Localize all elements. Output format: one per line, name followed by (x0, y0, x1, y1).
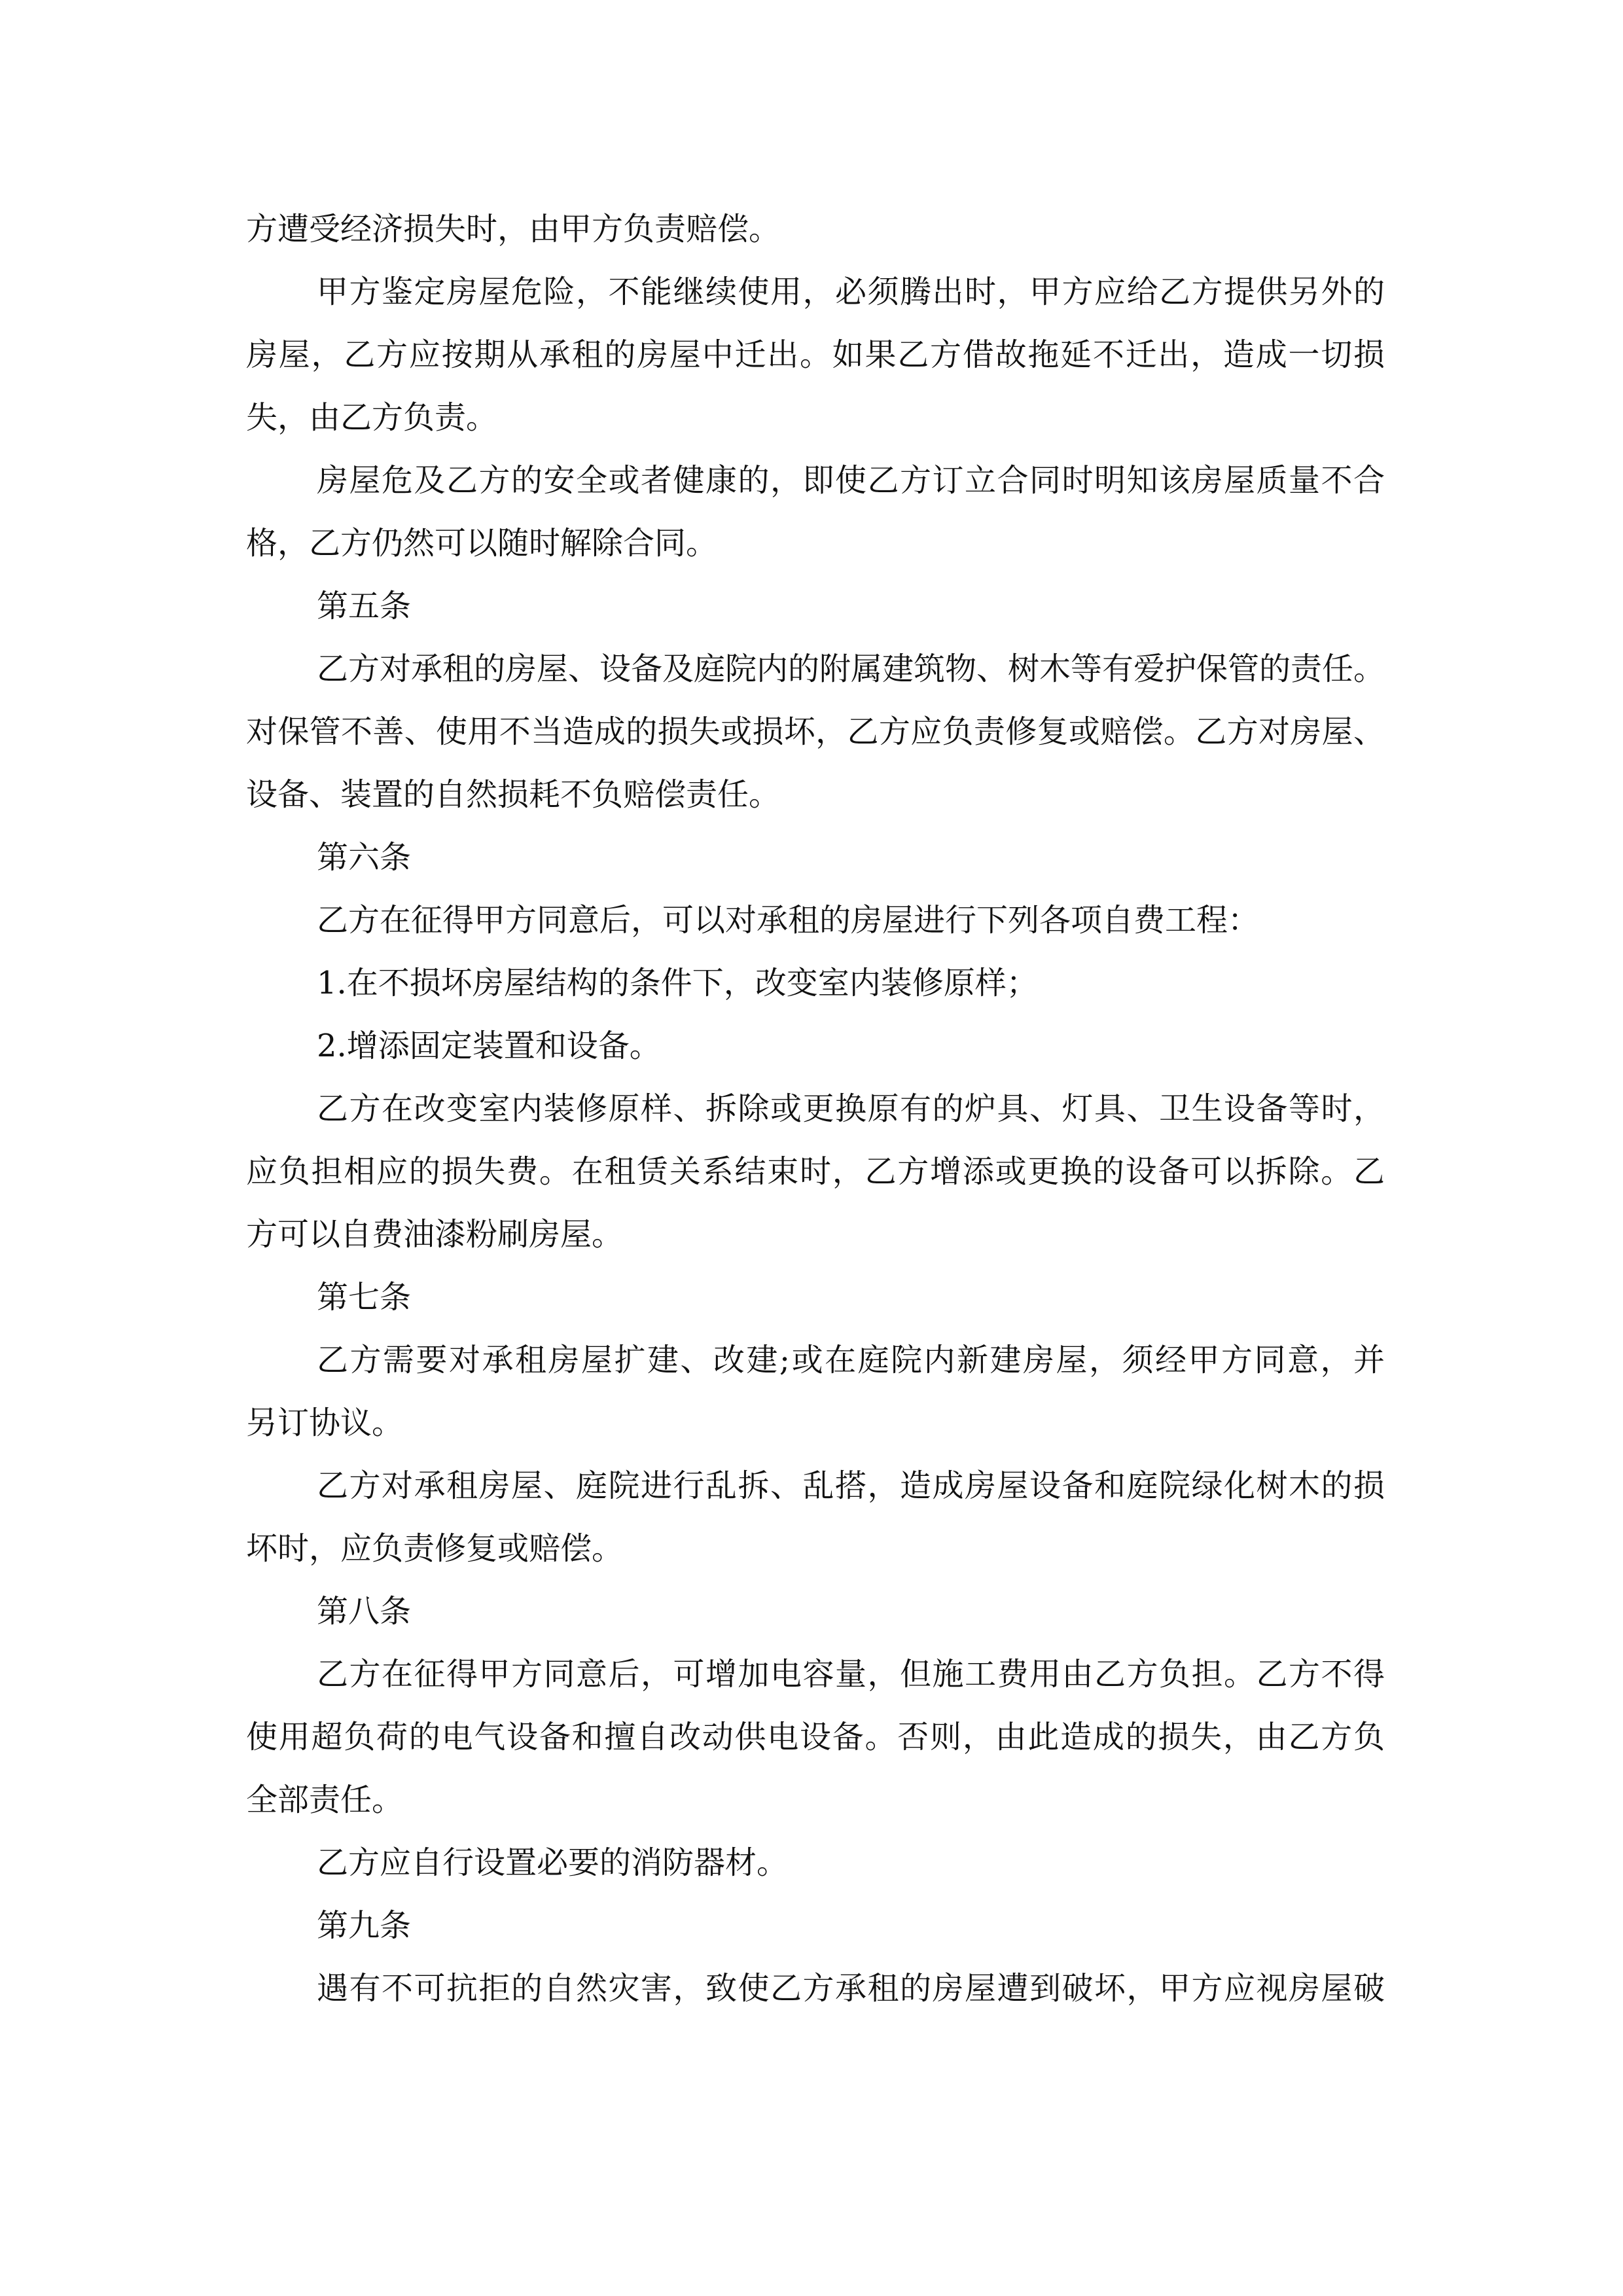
paragraph-line: 房屋，乙方应按期从承租的房屋中迁出。如果乙方借故拖延不迁出，造成一切损 (246, 336, 1385, 373)
paragraph-line: 格，乙方仍然可以随时解除合同。 (246, 525, 718, 562)
article-heading: 第九条 (317, 1907, 412, 1944)
paragraph-line: 乙方在征得甲方同意后，可以对承租的房屋进行下列各项自费工程： (317, 902, 1260, 939)
paragraph-line: 坏时，应负责修复或赔偿。 (246, 1530, 624, 1567)
list-item: 2.增添固定装置和设备。 (317, 1028, 661, 1064)
paragraph-line: 乙方在征得甲方同意后，可增加电容量，但施工费用由乙方负担。乙方不得 (317, 1656, 1385, 1693)
paragraph-line: 使用超负荷的电气设备和擅自改动供电设备。否则，由此造成的损失，由乙方负 (246, 1719, 1385, 1755)
paragraph-line: 乙方需要对承租房屋扩建、改建;或在庭院内新建房屋，须经甲方同意，并 (317, 1342, 1385, 1378)
paragraph-line: 应负担相应的损失费。在租赁关系结束时，乙方增添或更换的设备可以拆除。乙 (246, 1153, 1385, 1190)
paragraph-line: 甲方鉴定房屋危险，不能继续使用，必须腾出时，甲方应给乙方提供另外的 (317, 274, 1385, 310)
article-heading: 第六条 (317, 839, 412, 876)
list-item: 1.在不损坏房屋结构的条件下，改变室内装修原样； (317, 965, 1038, 1001)
paragraph-line: 失，由乙方负责。 (246, 399, 498, 436)
paragraph-line: 方遭受经济损失时，由甲方负责赔偿。 (246, 211, 781, 247)
article-heading: 第八条 (317, 1593, 412, 1630)
paragraph-line: 乙方应自行设置必要的消防器材。 (317, 1844, 789, 1881)
paragraph-line: 乙方对承租房屋、庭院进行乱拆、乱搭，造成房屋设备和庭院绿化树木的损 (317, 1467, 1385, 1504)
paragraph-line: 另订协议。 (246, 1405, 404, 1441)
article-heading: 第七条 (317, 1279, 412, 1316)
paragraph-line: 乙方对承租的房屋、设备及庭院内的附属建筑物、树木等有爱护保管的责任。 (317, 651, 1385, 687)
paragraph-line: 乙方在改变室内装修原样、拆除或更换原有的炉具、灯具、卫生设备等时， (317, 1090, 1385, 1127)
paragraph-line: 房屋危及乙方的安全或者健康的，即使乙方订立合同时明知该房屋质量不合 (317, 462, 1385, 499)
paragraph-line: 全部责任。 (246, 1782, 404, 1818)
paragraph-line: 方可以自费油漆粉刷房屋。 (246, 1216, 624, 1253)
paragraph-line: 遇有不可抗拒的自然灾害，致使乙方承租的房屋遭到破坏，甲方应视房屋破 (317, 1970, 1385, 2007)
paragraph-line: 设备、装置的自然损耗不负赔偿责任。 (246, 776, 781, 813)
article-heading: 第五条 (317, 588, 412, 624)
paragraph-line: 对保管不善、使用不当造成的损失或损坏，乙方应负责修复或赔偿。乙方对房屋、 (246, 713, 1385, 750)
